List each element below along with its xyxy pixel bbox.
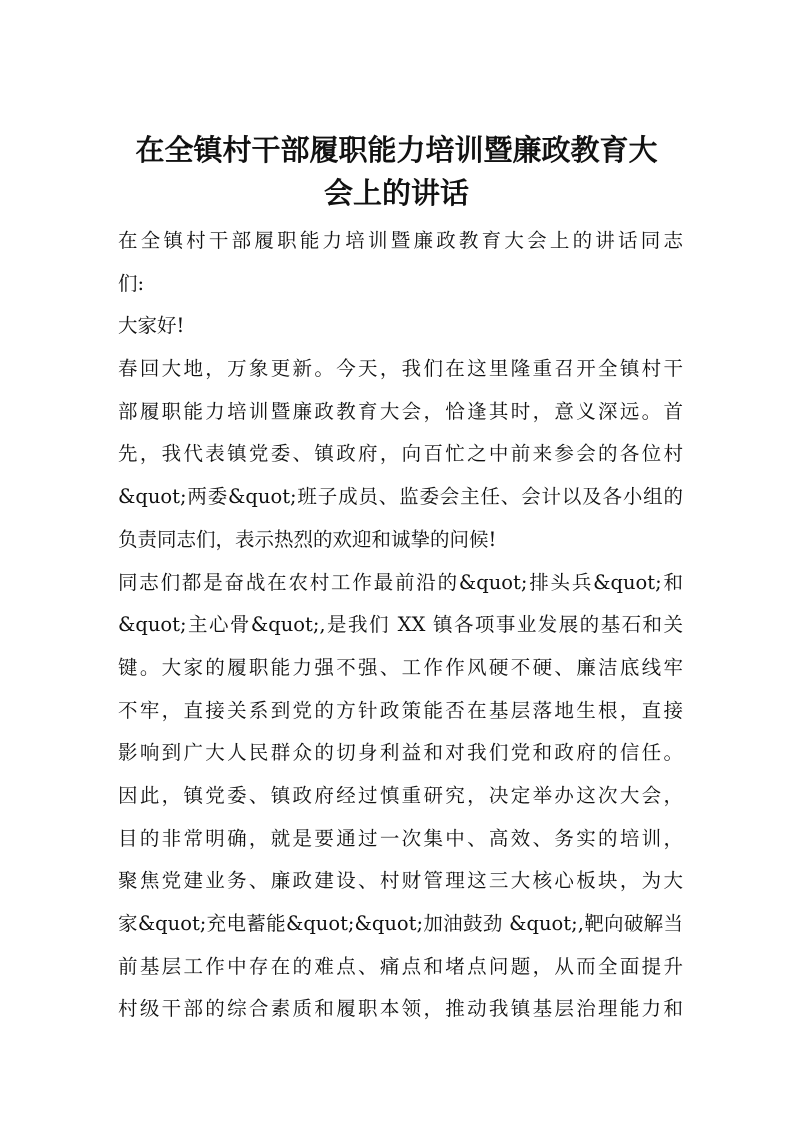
body-text-line: &quot;主心骨&quot;,是我们 XX 镇各项事业发展的基石和关 — [118, 613, 683, 637]
body-text-line: 村级干部的综合素质和履职本领，推动我镇基层治理能力和 — [118, 997, 683, 1021]
body-text-line: 不牢，直接关系到党的方针政策能否在基层落地生根，直接 — [118, 698, 683, 722]
document-title-line-1: 在全镇村干部履职能力培训暨廉政教育大 — [135, 133, 658, 167]
body-text-line: 目的非常明确，就是要通过一次集中、高效、务实的培训， — [118, 826, 683, 850]
body-text-line: 聚焦党建业务、廉政建设、村财管理这三大核心板块，为大 — [118, 869, 683, 893]
body-text-line: 影响到广大人民群众的切身利益和对我们党和政府的信任。 — [118, 741, 683, 765]
body-text-line: 负责同志们，表示热烈的欢迎和诚挚的问候! — [118, 527, 497, 551]
body-text-line: 们: — [118, 271, 145, 295]
body-text-line: 键。大家的履职能力强不强、工作作风硬不硬、廉洁底线牢 — [118, 655, 683, 679]
body-text-line: 先，我代表镇党委、镇政府，向百忙之中前来参会的各位村 — [118, 442, 683, 466]
body-text-line: 大家好! — [118, 314, 185, 338]
body-text-line: 因此，镇党委、镇政府经过慎重研究，决定举办这次大会， — [118, 783, 683, 807]
document-body — [118, 220, 683, 1031]
body-text-line: 同志们都是奋战在农村工作最前沿的&quot;排头兵&quot;和 — [118, 570, 683, 594]
body-text-line: 在全镇村干部履职能力培训暨廉政教育大会上的讲话同志 — [118, 229, 683, 252]
body-text-line: 部履职能力培训暨廉政教育大会，恰逢其时，意义深远。首 — [118, 399, 683, 423]
body-text-line: 家&quot;充电蓄能&quot;&quot;加油鼓劲 &quot;,靶向破解当 — [118, 912, 683, 935]
body-text-line: 前基层工作中存在的难点、痛点和堵点问题，从而全面提升 — [118, 954, 683, 978]
document-title-line-2: 会上的讲话 — [323, 176, 469, 210]
body-text-line: &quot;两委&quot;班子成员、监委会主任、会计以及各小组的 — [118, 485, 683, 509]
body-text-line: 春回大地，万象更新。今天，我们在这里隆重召开全镇村干 — [118, 357, 683, 381]
